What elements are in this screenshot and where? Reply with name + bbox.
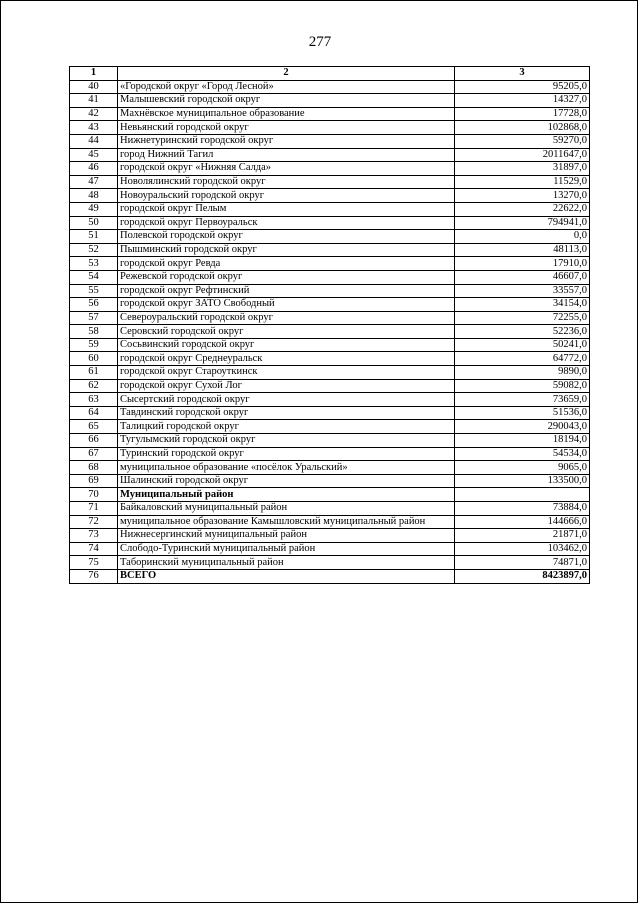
row-number-cell: 65 xyxy=(70,420,118,434)
table-row xyxy=(70,243,590,257)
row-value-cell: 54534,0 xyxy=(455,447,590,461)
row-name-cell: Муниципальный район xyxy=(118,488,455,502)
row-name-cell: Нижнетуринский городской округ xyxy=(118,134,455,148)
row-number-cell: 50 xyxy=(70,216,118,230)
row-value-cell: 72255,0 xyxy=(455,311,590,325)
row-value-cell: 73659,0 xyxy=(455,393,590,407)
row-name-cell: Сысертский городской округ xyxy=(118,393,455,407)
table-row xyxy=(70,216,590,230)
row-value-cell: 102868,0 xyxy=(455,121,590,135)
row-name-cell: Шалинский городской округ xyxy=(118,474,455,488)
row-value-cell: 13270,0 xyxy=(455,189,590,203)
table-row xyxy=(70,257,590,271)
column-header: 3 xyxy=(455,67,590,81)
table-header-row xyxy=(70,67,590,81)
row-number-cell: 45 xyxy=(70,148,118,162)
row-name-cell: городской округ Сухой Лог xyxy=(118,379,455,393)
row-value-cell: 9065,0 xyxy=(455,461,590,475)
row-number-cell: 53 xyxy=(70,257,118,271)
row-value-cell: 17910,0 xyxy=(455,257,590,271)
row-value-cell: 51536,0 xyxy=(455,406,590,420)
table-row xyxy=(70,352,590,366)
row-number-cell: 59 xyxy=(70,338,118,352)
row-name-cell: городской округ Ревда xyxy=(118,257,455,271)
row-name-cell: Пышминский городской округ xyxy=(118,243,455,257)
row-number-cell: 74 xyxy=(70,542,118,556)
row-number-cell: 61 xyxy=(70,366,118,380)
row-name-cell: Талицкий городской округ xyxy=(118,420,455,434)
row-name-cell: Режевской городской округ xyxy=(118,270,455,284)
row-value-cell: 18194,0 xyxy=(455,434,590,448)
row-name-cell: Нижнесергинский муниципальный район xyxy=(118,529,455,543)
row-number-cell: 48 xyxy=(70,189,118,203)
table-row xyxy=(70,230,590,244)
row-name-cell: Новолялинский городской округ xyxy=(118,175,455,189)
row-number-cell: 58 xyxy=(70,325,118,339)
row-name-cell: «Городской округ «Город Лесной» xyxy=(118,80,455,94)
row-value-cell: 8423897,0 xyxy=(455,569,590,583)
row-value-cell: 64772,0 xyxy=(455,352,590,366)
row-value-cell: 17728,0 xyxy=(455,107,590,121)
row-name-cell: городской округ ЗАТО Свободный xyxy=(118,298,455,312)
row-name-cell: муниципальное образование «посёлок Уральский» xyxy=(118,461,455,475)
row-name-cell: Тавдинский городской округ xyxy=(118,406,455,420)
row-name-cell: городской округ Первоуральск xyxy=(118,216,455,230)
row-value-cell: 290043,0 xyxy=(455,420,590,434)
table-row xyxy=(70,94,590,108)
table-row xyxy=(70,175,590,189)
row-name-cell: Махнёвское муниципальное образование xyxy=(118,107,455,121)
row-number-cell: 73 xyxy=(70,529,118,543)
row-value-cell: 59082,0 xyxy=(455,379,590,393)
row-name-cell: город Нижний Тагил xyxy=(118,148,455,162)
table-row xyxy=(70,434,590,448)
row-number-cell: 44 xyxy=(70,134,118,148)
row-value-cell: 794941,0 xyxy=(455,216,590,230)
table-row xyxy=(70,420,590,434)
budget-table xyxy=(69,66,590,584)
row-value-cell: 14327,0 xyxy=(455,94,590,108)
row-name-cell: Слободо-Туринский муниципальный район xyxy=(118,542,455,556)
row-number-cell: 51 xyxy=(70,230,118,244)
row-number-cell: 60 xyxy=(70,352,118,366)
row-value-cell: 22622,0 xyxy=(455,202,590,216)
table-row xyxy=(70,515,590,529)
table-row xyxy=(70,148,590,162)
row-number-cell: 67 xyxy=(70,447,118,461)
row-value-cell: 21871,0 xyxy=(455,529,590,543)
row-value-cell: 73884,0 xyxy=(455,502,590,516)
row-name-cell: городской округ «Нижняя Салда» xyxy=(118,162,455,176)
row-number-cell: 42 xyxy=(70,107,118,121)
table-row xyxy=(70,542,590,556)
table-row xyxy=(70,569,590,583)
table-row xyxy=(70,202,590,216)
row-value-cell xyxy=(455,488,590,502)
row-number-cell: 71 xyxy=(70,502,118,516)
row-number-cell: 64 xyxy=(70,406,118,420)
row-number-cell: 70 xyxy=(70,488,118,502)
row-name-cell: городской округ Рефтинский xyxy=(118,284,455,298)
row-name-cell: Невьянский городской округ xyxy=(118,121,455,135)
table-row xyxy=(70,338,590,352)
table-row xyxy=(70,406,590,420)
table-row xyxy=(70,107,590,121)
table-row xyxy=(70,270,590,284)
table-row xyxy=(70,447,590,461)
table-row xyxy=(70,474,590,488)
row-number-cell: 72 xyxy=(70,515,118,529)
row-name-cell: Североуральский городской округ xyxy=(118,311,455,325)
row-name-cell: Малышевский городской округ xyxy=(118,94,455,108)
row-name-cell: Полевской городской округ xyxy=(118,230,455,244)
row-number-cell: 69 xyxy=(70,474,118,488)
table-row xyxy=(70,325,590,339)
row-value-cell: 31897,0 xyxy=(455,162,590,176)
row-value-cell: 144666,0 xyxy=(455,515,590,529)
row-number-cell: 62 xyxy=(70,379,118,393)
table-row xyxy=(70,556,590,570)
row-number-cell: 41 xyxy=(70,94,118,108)
row-value-cell: 11529,0 xyxy=(455,175,590,189)
row-number-cell: 68 xyxy=(70,461,118,475)
row-value-cell: 103462,0 xyxy=(455,542,590,556)
row-number-cell: 55 xyxy=(70,284,118,298)
row-name-cell: муниципальное образование Камышловский муниципальный район xyxy=(118,515,455,529)
row-value-cell: 0,0 xyxy=(455,230,590,244)
row-number-cell: 56 xyxy=(70,298,118,312)
row-name-cell: Новоуральский городской округ xyxy=(118,189,455,203)
row-number-cell: 66 xyxy=(70,434,118,448)
row-number-cell: 40 xyxy=(70,80,118,94)
table-row xyxy=(70,189,590,203)
table-row xyxy=(70,393,590,407)
row-name-cell: Таборинский муниципальный район xyxy=(118,556,455,570)
table-row xyxy=(70,311,590,325)
row-value-cell: 52236,0 xyxy=(455,325,590,339)
row-value-cell: 74871,0 xyxy=(455,556,590,570)
row-name-cell: Серовский городской округ xyxy=(118,325,455,339)
row-name-cell: Туринский городской округ xyxy=(118,447,455,461)
table-row xyxy=(70,298,590,312)
row-number-cell: 63 xyxy=(70,393,118,407)
row-value-cell: 34154,0 xyxy=(455,298,590,312)
row-name-cell: Сосьвинский городской округ xyxy=(118,338,455,352)
table-row xyxy=(70,461,590,475)
row-name-cell: Байкаловский муниципальный район xyxy=(118,502,455,516)
row-number-cell: 54 xyxy=(70,270,118,284)
row-name-cell: городской округ Среднеуральск xyxy=(118,352,455,366)
page-number: 277 xyxy=(308,34,332,50)
column-header: 2 xyxy=(118,67,455,81)
table-body xyxy=(70,80,590,583)
table-row xyxy=(70,488,590,502)
table-row xyxy=(70,379,590,393)
row-value-cell: 2011647,0 xyxy=(455,148,590,162)
table-row xyxy=(70,284,590,298)
row-number-cell: 49 xyxy=(70,202,118,216)
row-value-cell: 9890,0 xyxy=(455,366,590,380)
row-number-cell: 46 xyxy=(70,162,118,176)
row-number-cell: 57 xyxy=(70,311,118,325)
table-row xyxy=(70,134,590,148)
table-row xyxy=(70,366,590,380)
row-name-cell: ВСЕГО xyxy=(118,569,455,583)
row-number-cell: 43 xyxy=(70,121,118,135)
table-row xyxy=(70,80,590,94)
table-row xyxy=(70,121,590,135)
row-number-cell: 47 xyxy=(70,175,118,189)
row-value-cell: 33557,0 xyxy=(455,284,590,298)
row-number-cell: 52 xyxy=(70,243,118,257)
row-name-cell: Тугулымский городской округ xyxy=(118,434,455,448)
column-header: 1 xyxy=(70,67,118,81)
row-number-cell: 76 xyxy=(70,569,118,583)
row-value-cell: 133500,0 xyxy=(455,474,590,488)
row-value-cell: 46607,0 xyxy=(455,270,590,284)
row-value-cell: 48113,0 xyxy=(455,243,590,257)
row-number-cell: 75 xyxy=(70,556,118,570)
row-value-cell: 50241,0 xyxy=(455,338,590,352)
row-value-cell: 59270,0 xyxy=(455,134,590,148)
table-row xyxy=(70,529,590,543)
row-name-cell: городской округ Пелым xyxy=(118,202,455,216)
row-name-cell: городской округ Староуткинск xyxy=(118,366,455,380)
table-row xyxy=(70,502,590,516)
table-row xyxy=(70,162,590,176)
row-value-cell: 95205,0 xyxy=(455,80,590,94)
